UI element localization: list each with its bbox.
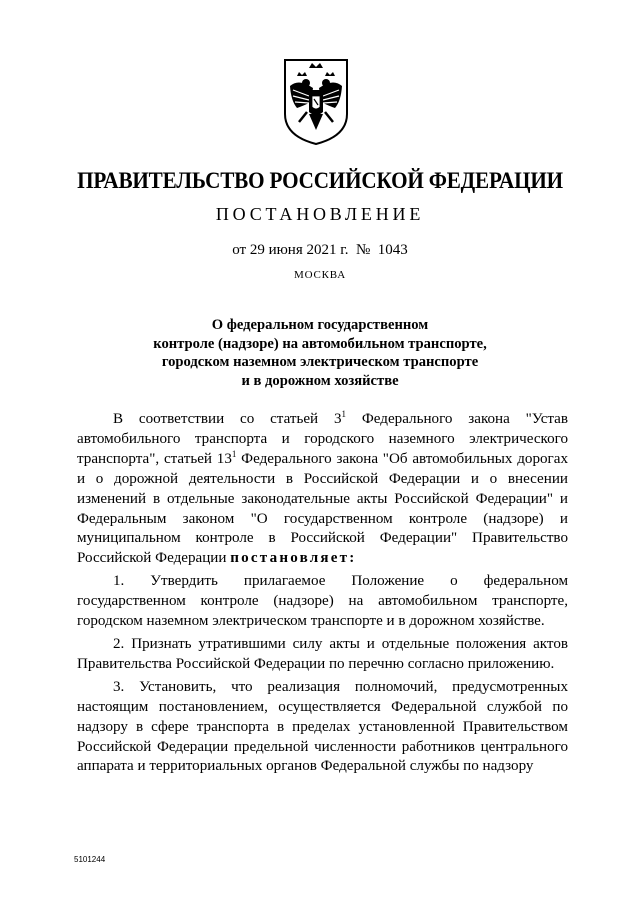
subject-line: О федеральном государственном <box>211 317 429 333</box>
government-title: ПРАВИТЕЛЬСТВО РОССИЙСКОЙ ФЕДЕРАЦИИ <box>77 168 563 193</box>
clause-paragraph: 3. Установить, что реализация полномочий, предусмотренных настоящим постановлением, осуществляется Федеральной службой по надзору в сфере транспорта в пределах установленной Правительством Российской Федерации предельной численности работников центрального аппарата и территориальных органов Федеральной службы по надзору <box>77 678 568 775</box>
preamble-paragraph <box>77 410 568 569</box>
document-date: 29 июня 2021 г. <box>249 242 349 258</box>
document-type: ПОСТАНОВЛЕНИЕ <box>215 204 425 224</box>
preamble-text: Федерального закона "Устав автомобильного транспорта и городского наземного электрического транспорта", статьей 13 <box>77 411 569 467</box>
preamble-text: В соответствии со статьей 3 <box>113 411 342 427</box>
document-subject <box>100 316 540 390</box>
document-number: 1043 <box>377 242 408 258</box>
clause-paragraph: 1. Утвердить прилагаемое Положение о федеральном государственном контроле (надзоре) на автомобильном транспорте, городском наземном электрическом транспорте и в дорожном хозяйстве. <box>77 573 568 630</box>
subject-line: контроле (надзоре) на автомобильном транспорте, <box>153 335 487 352</box>
document-body <box>77 410 568 777</box>
subject-line: городском наземном электрическом транспорте <box>161 354 479 370</box>
preamble-text: Федерального закона "Об автомобильных дорогах и о дорожной деятельности в Российской Федерации и о внесении изменений в отдельные законодательные акты Российской Федерации" и Федеральным законом "О государственном контроле (надзоре) и муниципальном контроле в Российской Федерации" Правительство Российской Федерации <box>77 450 568 567</box>
document-code: 5101244 <box>74 855 106 864</box>
subject-line: и в дорожном хозяйстве <box>241 372 399 389</box>
superscript: 1 <box>341 408 347 419</box>
date-prefix: от <box>232 242 247 258</box>
city: МОСКВА <box>294 269 346 281</box>
superscript: 1 <box>231 448 237 459</box>
clause-paragraph: 2. Признать утратившими силу акты и отдельные положения актов Правительства Российской Федерации по перечню согласно приложению. <box>77 635 568 672</box>
number-sign: № <box>355 242 371 258</box>
resolves-word: постановляет: <box>230 550 357 567</box>
russian-coat-of-arms-icon <box>279 56 353 146</box>
date-number-line <box>0 242 640 259</box>
